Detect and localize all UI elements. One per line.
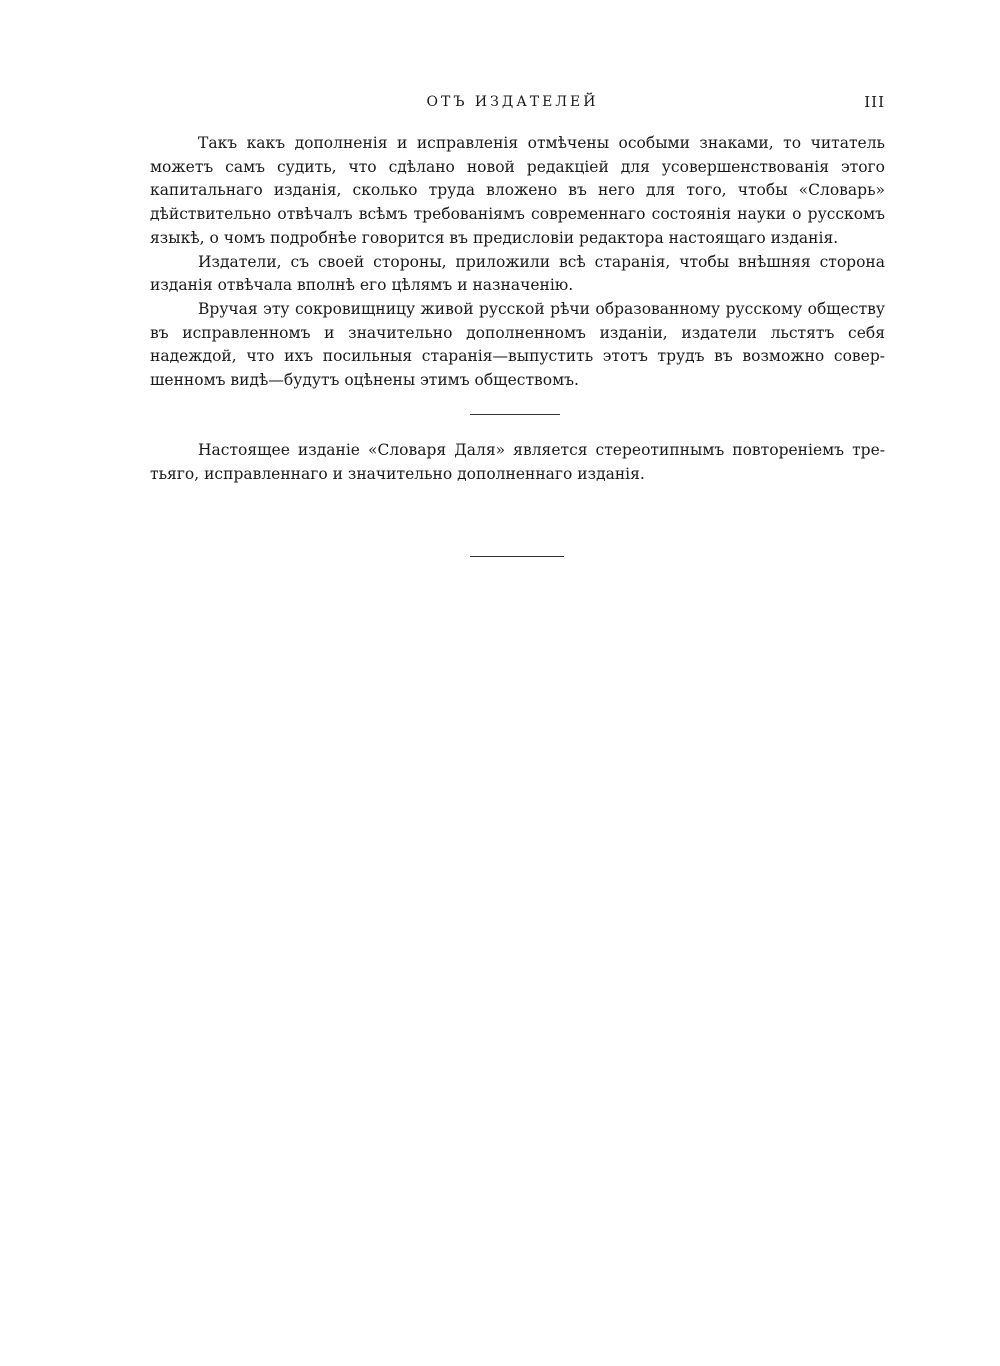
page-number: III	[864, 93, 885, 111]
publishers-preface-text	[150, 132, 885, 393]
paragraph-1: Такъ какъ дополненія и исправленія отмѣчены особыми знаками, то читатель можетъ самъ судить, что сдѣлано новой редакціей для усовершенствованія этого капитальнаго изданія, сколько труда вложено въ него для того, чтобы «Словарь» дѣйствительно отвѣчалъ всѣмъ требованіямъ современнаго состоянія науки о русскомъ языкѣ, о чомъ подробнѣе говорится въ предисловіи редактора настоящаго изданія.	[150, 134, 885, 247]
closing-divider	[470, 556, 564, 557]
paragraph-2: Издатели, съ своей стороны, приложили всѣ старанія, чтобы внѣшняя сторона изданія отвѣчала вполнѣ его цѣлямъ и назначенію.	[150, 252, 885, 295]
edition-note-paragraph: Настоящее изданіе «Словаря Даля» является стереотипнымъ повтореніемъ третьяго, исправленнаго и значительно дополненнаго изданія.	[150, 441, 885, 483]
section-divider	[470, 414, 560, 415]
running-title: ОТЪ ИЗДАТЕЛЕЙ	[426, 94, 599, 110]
running-head	[140, 90, 885, 114]
paragraph-3: Вручая эту сокровищницу живой русской рѣчи образованному русскому обществу въ исправленномъ и значительно дополненномъ изданіи, издатели льстятъ себя надеждой, что ихъ посильныя старанія—выпустить этотъ трудъ въ возможно совершенномъ видѣ—будутъ оцѣнены этимъ обществомъ.	[150, 299, 885, 390]
edition-note	[150, 439, 885, 486]
